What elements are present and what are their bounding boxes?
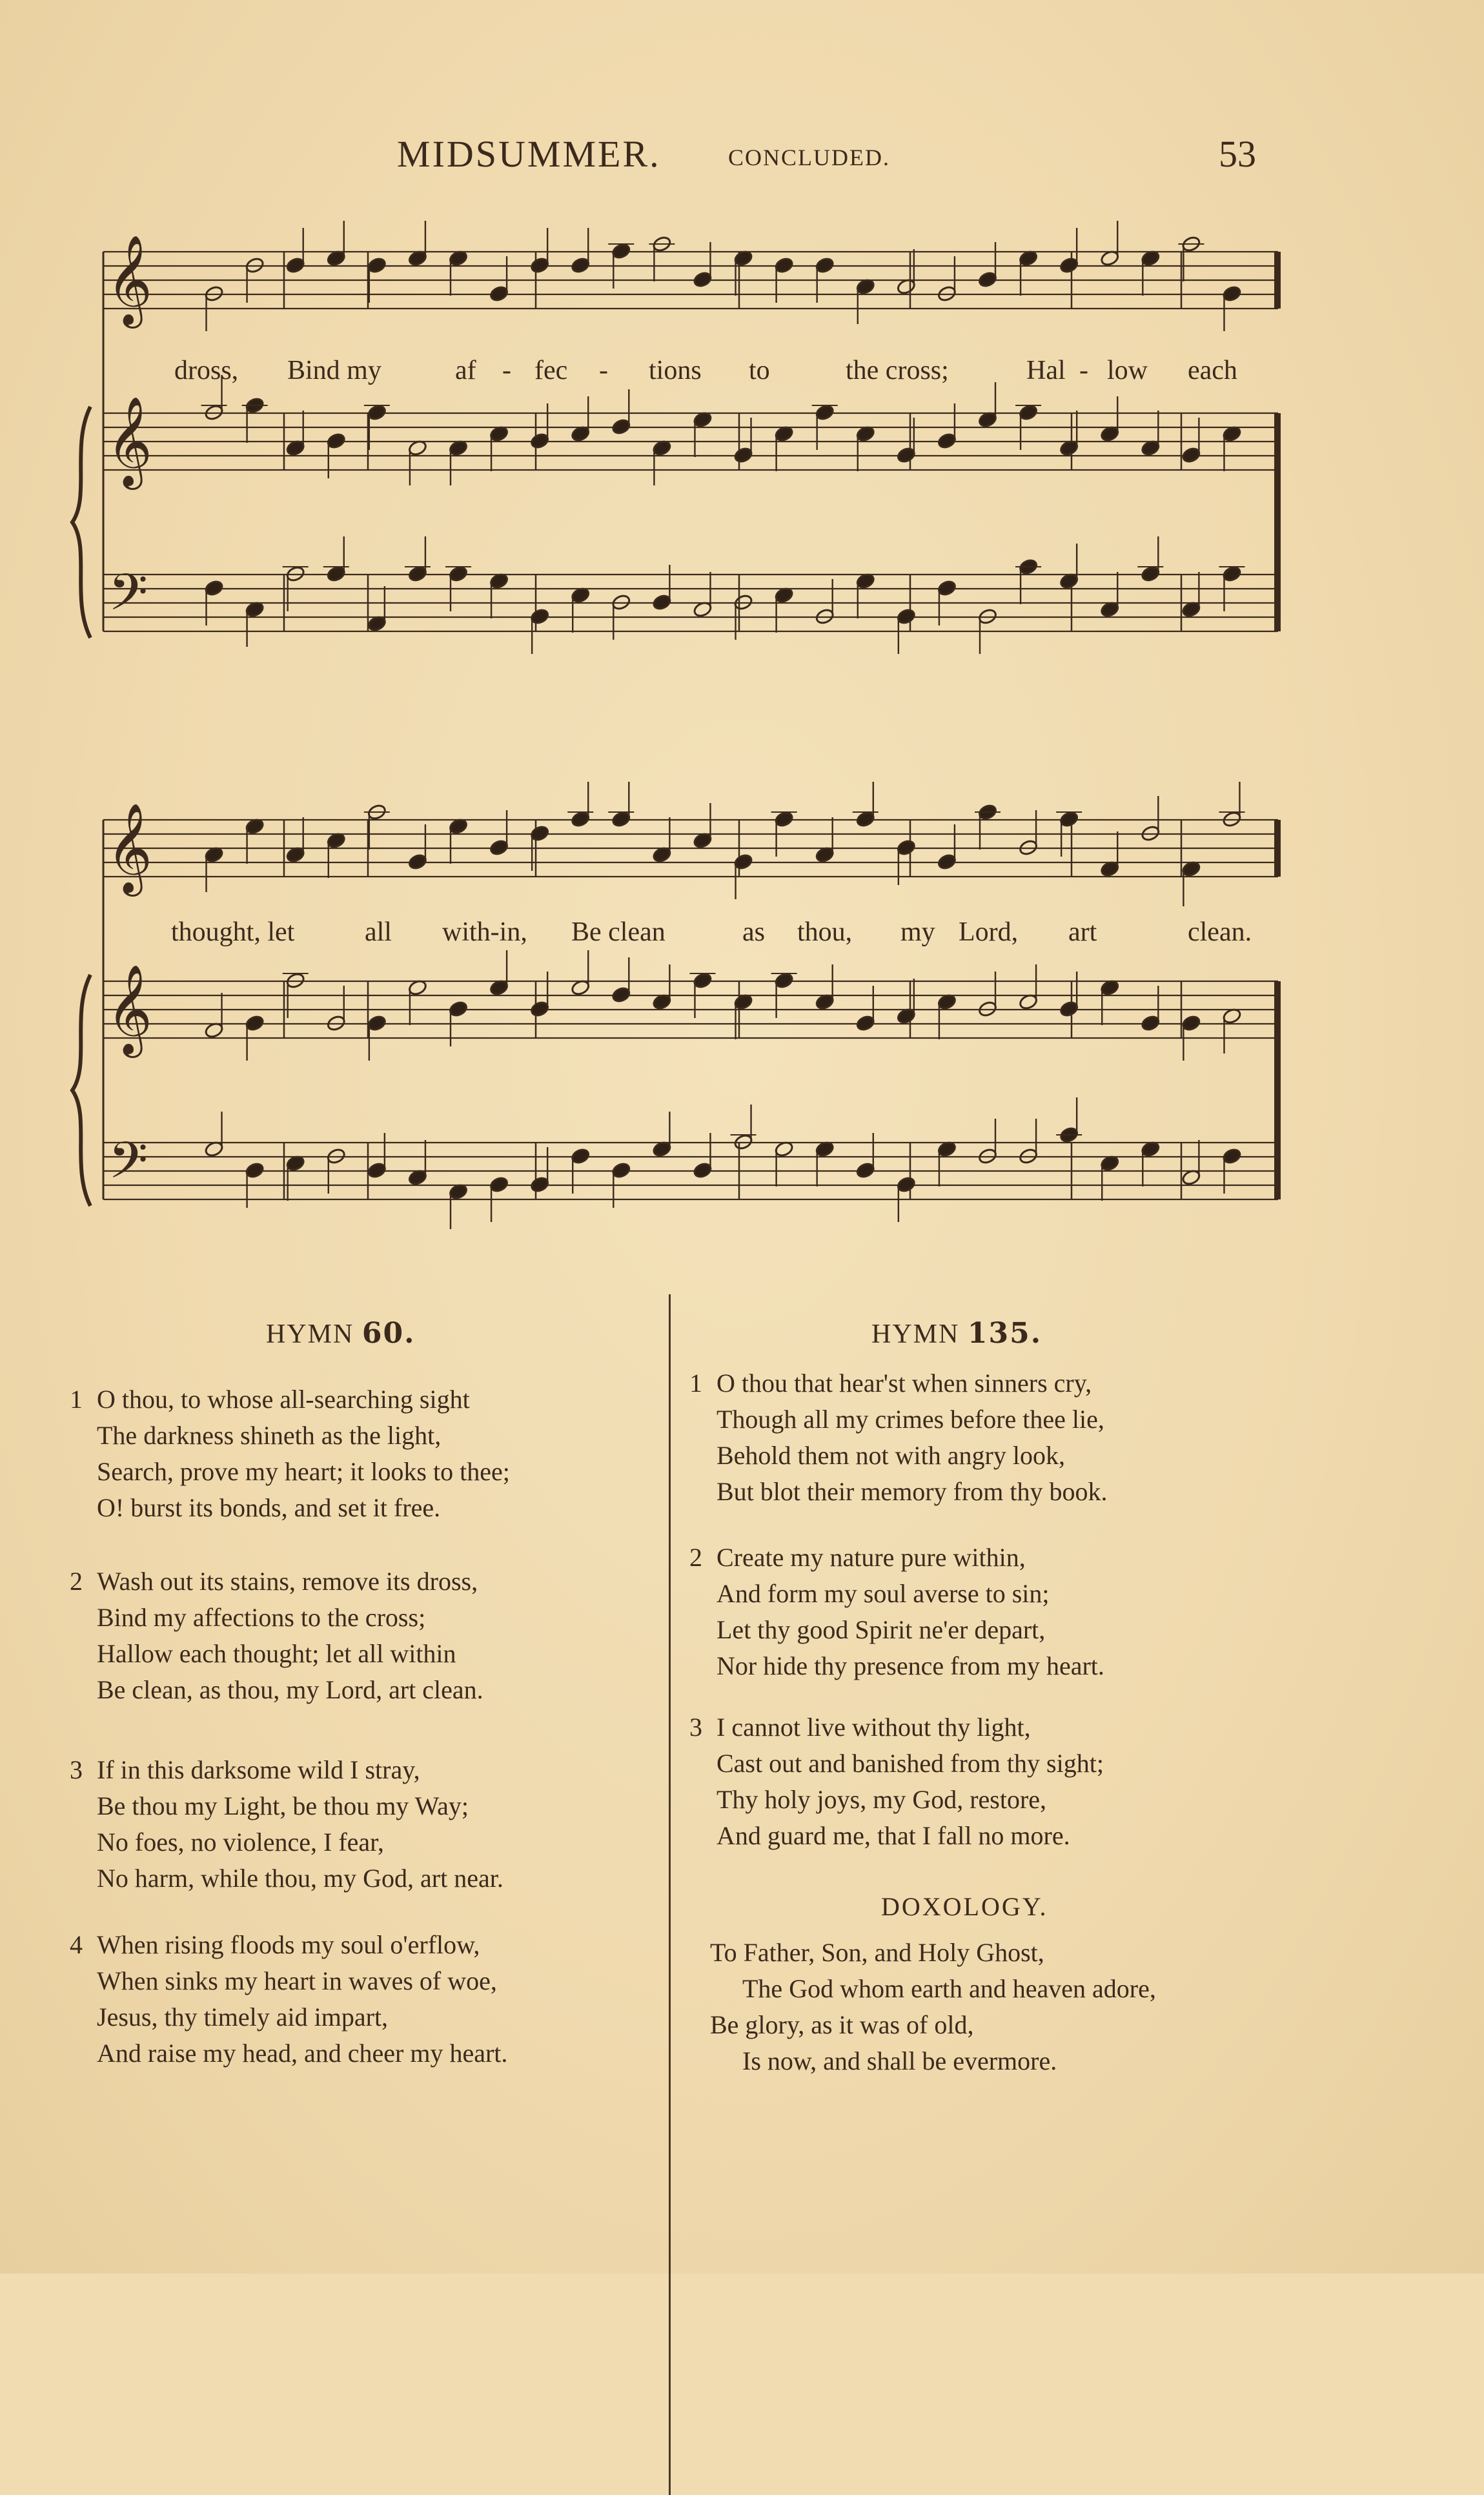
hymn-number: 135. <box>967 1317 1042 1350</box>
lyric-word: af <box>455 356 476 385</box>
lyric-word: each <box>1188 356 1237 385</box>
verse-line: Is now, and shall be evermore. <box>742 2046 1057 2075</box>
verse-number: 3 <box>70 1755 83 1784</box>
lyric-word: my <box>900 917 935 947</box>
lyric-word: all <box>365 917 392 947</box>
lyrics-line-2 <box>65 917 1356 955</box>
verse-line: And raise my head, and cheer my heart. <box>97 2039 508 2068</box>
svg-text:𝄢: 𝄢 <box>108 1132 148 1203</box>
verse-line: Though all my crimes before thee lie, <box>717 1405 1104 1434</box>
verse-line: O thou that hear'st when sinners cry, <box>717 1369 1092 1398</box>
hymn-135-verse-2 <box>689 1540 1104 1684</box>
verse-line: When sinks my heart in waves of woe, <box>97 1966 497 1995</box>
lyric-word: - <box>1079 356 1088 385</box>
hymn-label: HYMN <box>871 1319 960 1349</box>
lyric-word: thou, <box>797 917 853 947</box>
lyric-word: to <box>749 356 770 385</box>
verse-line: Cast out and banished from thy sight; <box>717 1749 1104 1778</box>
lyric-word: thought, let <box>171 917 295 947</box>
verse-line: Bind my affections to the cross; <box>97 1603 426 1632</box>
music-staves-1 <box>65 213 1356 729</box>
hymn-60-verse-3 <box>70 1752 503 1897</box>
lyric-word: Hal <box>1026 356 1066 385</box>
lyric-word: Be clean <box>571 917 666 947</box>
hymn-60-title <box>266 1317 415 1350</box>
verse-line: Be thou my Light, be thou my Way; <box>97 1791 469 1820</box>
lyrics-line-1 <box>65 355 1356 394</box>
verse-line: Wash out its stains, remove its dross, <box>97 1567 478 1596</box>
lyric-word: Bind my <box>287 356 381 385</box>
verse-number: 1 <box>689 1369 702 1398</box>
verse-line: O thou, to whose all-searching sight <box>97 1385 470 1414</box>
music-system-2 <box>65 781 1356 1298</box>
verse-line: Be glory, as it was of old, <box>710 2010 974 2039</box>
hymn-60-verse-4 <box>70 1927 508 2072</box>
lyric-word: as <box>742 917 765 947</box>
verse-line: Hallow each thought; let all within <box>97 1639 456 1668</box>
verse-line: And guard me, that I fall no more. <box>717 1821 1070 1850</box>
verse-line: The darkness shineth as the light, <box>97 1421 442 1450</box>
svg-text:𝄞: 𝄞 <box>107 803 152 893</box>
svg-text:𝄞: 𝄞 <box>107 235 152 325</box>
svg-text:𝄢: 𝄢 <box>108 564 148 635</box>
page-number: 53 <box>1219 133 1256 175</box>
verse-line: Let thy good Spirit ne'er depart, <box>717 1615 1046 1644</box>
verse-line: Nor hide thy presence from my heart. <box>717 1651 1104 1680</box>
verse-number: 4 <box>70 1930 83 1959</box>
lyric-word: tions <box>649 356 702 385</box>
verse-line: Behold them not with angry look, <box>717 1441 1065 1470</box>
verse-line: Thy holy joys, my God, restore, <box>717 1785 1047 1814</box>
verse-line: O! burst its bonds, and set it free. <box>97 1493 441 1522</box>
doxology-verse <box>710 1935 1156 2079</box>
lyric-word: - <box>502 356 511 385</box>
page-subtitle: CONCLUDED. <box>728 145 890 170</box>
hymn-60-verse-1 <box>70 1381 510 1526</box>
hymn-135-title <box>871 1317 1042 1350</box>
verse-line: When rising floods my soul o'erflow, <box>97 1930 480 1959</box>
lyric-word: - <box>599 356 608 385</box>
verse-line: Jesus, thy timely aid impart, <box>97 2002 389 2032</box>
verse-line: To Father, Son, and Holy Ghost, <box>710 1938 1044 1967</box>
verse-line: Create my nature pure within, <box>717 1543 1026 1572</box>
hymn-135-verse-1 <box>689 1365 1108 1510</box>
verse-line: Search, prove my heart; it looks to thee; <box>97 1457 510 1486</box>
running-head <box>0 132 1484 184</box>
verse-number: 1 <box>70 1385 83 1414</box>
verse-number: 2 <box>689 1543 702 1572</box>
lyric-word: clean. <box>1188 917 1252 947</box>
hymn-number: 60. <box>361 1317 416 1350</box>
verse-line: If in this darksome wild I stray, <box>97 1755 420 1784</box>
svg-text:𝄞: 𝄞 <box>107 396 152 486</box>
verse-line: I cannot live without thy light, <box>717 1713 1031 1742</box>
verse-line: No harm, while thou, my God, art near. <box>97 1864 503 1893</box>
verse-number: 3 <box>689 1713 702 1742</box>
music-system-1 <box>65 213 1356 729</box>
hymn-label: HYMN <box>266 1319 354 1349</box>
lyric-word: art <box>1068 917 1097 947</box>
hymn-60-verse-2 <box>70 1563 483 1708</box>
doxology-title: DOXOLOGY. <box>881 1892 1048 1921</box>
verse-line: Be clean, as thou, my Lord, art clean. <box>97 1675 483 1704</box>
lyric-word: with-in, <box>442 917 527 947</box>
lyric-word: Lord, <box>959 917 1019 947</box>
lyric-word: fec <box>534 356 568 385</box>
lyric-word: dross, <box>174 356 239 385</box>
verse-line: But blot their memory from thy book. <box>717 1477 1108 1506</box>
verse-line: The God whom earth and heaven adore, <box>742 1974 1156 2003</box>
lyric-word: the cross; <box>846 356 949 385</box>
page-title: MIDSUMMER. <box>397 133 661 175</box>
lyric-word: low <box>1107 356 1148 385</box>
column-divider <box>669 1294 671 2495</box>
hymn-135-verse-3 <box>689 1709 1104 1854</box>
verse-number: 2 <box>70 1567 83 1596</box>
music-staves-2 <box>65 781 1356 1298</box>
svg-text:𝄞: 𝄞 <box>107 964 152 1054</box>
verse-line: And form my soul averse to sin; <box>717 1579 1050 1608</box>
verse-line: No foes, no violence, I fear, <box>97 1828 384 1857</box>
